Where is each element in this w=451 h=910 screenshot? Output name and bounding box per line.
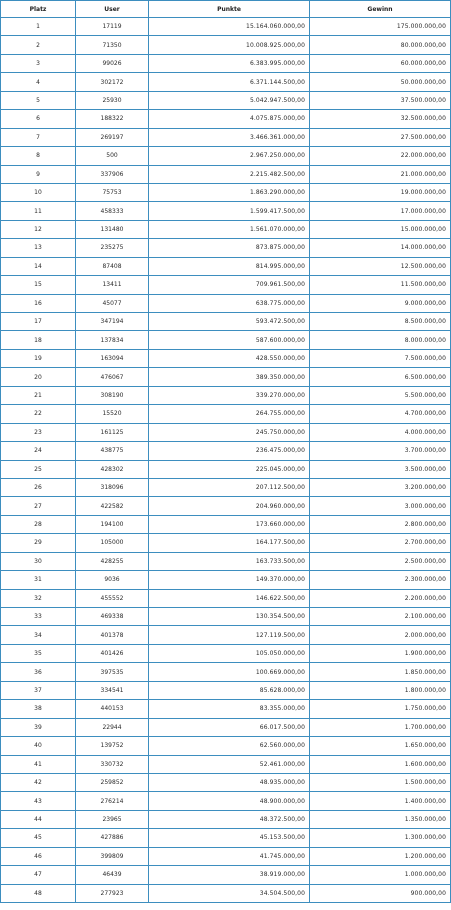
table-row bbox=[1, 220, 451, 238]
table-row bbox=[1, 589, 451, 607]
cell-user[interactable]: 500 bbox=[76, 147, 149, 165]
cell-platz: 18 bbox=[1, 331, 76, 349]
cell-gewinn: 1.200.000,00 bbox=[310, 847, 451, 865]
cell-gewinn: 1.600.000,00 bbox=[310, 755, 451, 773]
cell-punkte: 264.755.000,00 bbox=[149, 405, 310, 423]
cell-punkte: 41.745.000,00 bbox=[149, 847, 310, 865]
cell-gewinn: 7.500.000,00 bbox=[310, 349, 451, 367]
cell-gewinn: 4.700.000,00 bbox=[310, 405, 451, 423]
table-row bbox=[1, 294, 451, 312]
cell-punkte: 100.669.000,00 bbox=[149, 663, 310, 681]
cell-user[interactable]: 428255 bbox=[76, 552, 149, 570]
table-row bbox=[1, 423, 451, 441]
cell-gewinn: 3.500.000,00 bbox=[310, 460, 451, 478]
cell-platz: 12 bbox=[1, 220, 76, 238]
table-row bbox=[1, 737, 451, 755]
cell-platz: 2 bbox=[1, 36, 76, 54]
cell-gewinn: 21.000.000,00 bbox=[310, 165, 451, 183]
cell-user[interactable]: 105000 bbox=[76, 534, 149, 552]
cell-user[interactable]: 476067 bbox=[76, 368, 149, 386]
cell-gewinn: 900.000,00 bbox=[310, 884, 451, 902]
cell-gewinn: 8.500.000,00 bbox=[310, 313, 451, 331]
cell-user[interactable]: 194100 bbox=[76, 515, 149, 533]
table-row bbox=[1, 239, 451, 257]
cell-platz: 40 bbox=[1, 737, 76, 755]
cell-user[interactable]: 71350 bbox=[76, 36, 149, 54]
cell-punkte: 173.660.000,00 bbox=[149, 515, 310, 533]
cell-user[interactable]: 330732 bbox=[76, 755, 149, 773]
cell-platz: 36 bbox=[1, 663, 76, 681]
table-row bbox=[1, 54, 451, 72]
cell-punkte: 127.119.500,00 bbox=[149, 626, 310, 644]
cell-gewinn: 11.500.000,00 bbox=[310, 276, 451, 294]
cell-punkte: 10.008.925.000,00 bbox=[149, 36, 310, 54]
table-row bbox=[1, 276, 451, 294]
table-row bbox=[1, 128, 451, 146]
cell-user[interactable]: 188322 bbox=[76, 110, 149, 128]
cell-punkte: 62.560.000,00 bbox=[149, 737, 310, 755]
cell-platz: 15 bbox=[1, 276, 76, 294]
cell-user[interactable]: 99026 bbox=[76, 54, 149, 72]
table-row bbox=[1, 165, 451, 183]
cell-user[interactable]: 422582 bbox=[76, 497, 149, 515]
cell-user[interactable]: 277923 bbox=[76, 884, 149, 902]
table-row bbox=[1, 663, 451, 681]
cell-punkte: 1.561.070.000,00 bbox=[149, 220, 310, 238]
cell-user[interactable]: 337906 bbox=[76, 165, 149, 183]
cell-user[interactable]: 13411 bbox=[76, 276, 149, 294]
cell-user[interactable]: 17119 bbox=[76, 18, 149, 36]
cell-platz: 32 bbox=[1, 589, 76, 607]
column-header-platz[interactable]: Platz bbox=[1, 1, 76, 18]
cell-punkte: 593.472.500,00 bbox=[149, 313, 310, 331]
cell-gewinn: 4.000.000,00 bbox=[310, 423, 451, 441]
cell-punkte: 428.550.000,00 bbox=[149, 349, 310, 367]
table-row bbox=[1, 257, 451, 275]
cell-punkte: 638.775.000,00 bbox=[149, 294, 310, 312]
cell-platz: 29 bbox=[1, 534, 76, 552]
cell-gewinn: 17.000.000,00 bbox=[310, 202, 451, 220]
cell-gewinn: 1.500.000,00 bbox=[310, 773, 451, 791]
cell-gewinn: 2.800.000,00 bbox=[310, 515, 451, 533]
cell-user[interactable]: 397535 bbox=[76, 663, 149, 681]
cell-platz: 48 bbox=[1, 884, 76, 902]
table-row bbox=[1, 331, 451, 349]
cell-gewinn: 1.300.000,00 bbox=[310, 829, 451, 847]
cell-user[interactable]: 22944 bbox=[76, 718, 149, 736]
cell-platz: 28 bbox=[1, 515, 76, 533]
table-row bbox=[1, 829, 451, 847]
cell-platz: 37 bbox=[1, 681, 76, 699]
cell-user[interactable]: 46439 bbox=[76, 866, 149, 884]
cell-platz: 1 bbox=[1, 18, 76, 36]
table-row bbox=[1, 18, 451, 36]
cell-gewinn: 2.000.000,00 bbox=[310, 626, 451, 644]
table-row bbox=[1, 405, 451, 423]
cell-gewinn: 15.000.000,00 bbox=[310, 220, 451, 238]
column-header-punkte[interactable]: Punkte bbox=[149, 1, 310, 18]
cell-gewinn: 3.000.000,00 bbox=[310, 497, 451, 515]
table-row bbox=[1, 755, 451, 773]
cell-platz: 46 bbox=[1, 847, 76, 865]
cell-platz: 6 bbox=[1, 110, 76, 128]
cell-gewinn: 2.300.000,00 bbox=[310, 571, 451, 589]
cell-platz: 33 bbox=[1, 608, 76, 626]
cell-platz: 10 bbox=[1, 183, 76, 201]
cell-user[interactable]: 318096 bbox=[76, 478, 149, 496]
cell-gewinn: 1.400.000,00 bbox=[310, 792, 451, 810]
cell-punkte: 85.628.000,00 bbox=[149, 681, 310, 699]
cell-platz: 39 bbox=[1, 718, 76, 736]
cell-punkte: 3.466.361.000,00 bbox=[149, 128, 310, 146]
cell-punkte: 4.075.875.000,00 bbox=[149, 110, 310, 128]
cell-user[interactable]: 15520 bbox=[76, 405, 149, 423]
cell-user[interactable]: 9036 bbox=[76, 571, 149, 589]
cell-gewinn: 1.850.000,00 bbox=[310, 663, 451, 681]
table-row bbox=[1, 478, 451, 496]
table-row bbox=[1, 773, 451, 791]
cell-user[interactable]: 75753 bbox=[76, 183, 149, 201]
cell-punkte: 225.045.000,00 bbox=[149, 460, 310, 478]
cell-platz: 35 bbox=[1, 644, 76, 662]
cell-user[interactable]: 440153 bbox=[76, 700, 149, 718]
cell-user[interactable]: 455552 bbox=[76, 589, 149, 607]
cell-user[interactable]: 302172 bbox=[76, 73, 149, 91]
cell-user[interactable]: 308190 bbox=[76, 386, 149, 404]
cell-user[interactable]: 401378 bbox=[76, 626, 149, 644]
cell-user[interactable]: 276214 bbox=[76, 792, 149, 810]
cell-punkte: 339.270.000,00 bbox=[149, 386, 310, 404]
cell-punkte: 6.383.995.000,00 bbox=[149, 54, 310, 72]
cell-gewinn: 1.800.000,00 bbox=[310, 681, 451, 699]
cell-gewinn: 1.350.000,00 bbox=[310, 810, 451, 828]
cell-platz: 7 bbox=[1, 128, 76, 146]
table-row bbox=[1, 866, 451, 884]
cell-user[interactable]: 45077 bbox=[76, 294, 149, 312]
cell-platz: 38 bbox=[1, 700, 76, 718]
cell-gewinn: 1.650.000,00 bbox=[310, 737, 451, 755]
cell-user[interactable]: 427886 bbox=[76, 829, 149, 847]
cell-punkte: 15.164.060.000,00 bbox=[149, 18, 310, 36]
cell-gewinn: 22.000.000,00 bbox=[310, 147, 451, 165]
cell-punkte: 48.900.000,00 bbox=[149, 792, 310, 810]
cell-platz: 24 bbox=[1, 442, 76, 460]
cell-punkte: 149.370.000,00 bbox=[149, 571, 310, 589]
cell-platz: 17 bbox=[1, 313, 76, 331]
cell-user[interactable]: 25930 bbox=[76, 91, 149, 109]
cell-platz: 16 bbox=[1, 294, 76, 312]
cell-platz: 41 bbox=[1, 755, 76, 773]
table-row bbox=[1, 884, 451, 902]
cell-user[interactable]: 347194 bbox=[76, 313, 149, 331]
cell-punkte: 48.372.500,00 bbox=[149, 810, 310, 828]
table-row bbox=[1, 349, 451, 367]
table-row bbox=[1, 571, 451, 589]
cell-punkte: 2.967.250.000,00 bbox=[149, 147, 310, 165]
cell-user[interactable]: 334541 bbox=[76, 681, 149, 699]
cell-gewinn: 2.200.000,00 bbox=[310, 589, 451, 607]
cell-punkte: 34.504.500,00 bbox=[149, 884, 310, 902]
cell-platz: 9 bbox=[1, 165, 76, 183]
cell-punkte: 709.961.500,00 bbox=[149, 276, 310, 294]
cell-platz: 30 bbox=[1, 552, 76, 570]
table-row bbox=[1, 644, 451, 662]
table-row bbox=[1, 386, 451, 404]
table-row bbox=[1, 368, 451, 386]
cell-gewinn: 12.500.000,00 bbox=[310, 257, 451, 275]
table-row bbox=[1, 183, 451, 201]
table-row bbox=[1, 718, 451, 736]
cell-user[interactable]: 23965 bbox=[76, 810, 149, 828]
table-row bbox=[1, 552, 451, 570]
cell-punkte: 83.355.000,00 bbox=[149, 700, 310, 718]
cell-punkte: 873.875.000,00 bbox=[149, 239, 310, 257]
cell-punkte: 146.622.500,00 bbox=[149, 589, 310, 607]
cell-platz: 34 bbox=[1, 626, 76, 644]
cell-platz: 11 bbox=[1, 202, 76, 220]
column-header-gewinn[interactable]: Gewinn bbox=[310, 1, 451, 18]
table-row bbox=[1, 700, 451, 718]
cell-platz: 5 bbox=[1, 91, 76, 109]
cell-platz: 8 bbox=[1, 147, 76, 165]
cell-gewinn: 2.500.000,00 bbox=[310, 552, 451, 570]
cell-platz: 26 bbox=[1, 478, 76, 496]
cell-gewinn: 1.900.000,00 bbox=[310, 644, 451, 662]
cell-platz: 19 bbox=[1, 349, 76, 367]
cell-gewinn: 2.700.000,00 bbox=[310, 534, 451, 552]
cell-punkte: 48.935.000,00 bbox=[149, 773, 310, 791]
cell-punkte: 1.863.290.000,00 bbox=[149, 183, 310, 201]
cell-platz: 21 bbox=[1, 386, 76, 404]
cell-user[interactable]: 235275 bbox=[76, 239, 149, 257]
cell-platz: 47 bbox=[1, 866, 76, 884]
cell-user[interactable]: 428302 bbox=[76, 460, 149, 478]
cell-punkte: 236.475.000,00 bbox=[149, 442, 310, 460]
cell-platz: 22 bbox=[1, 405, 76, 423]
cell-punkte: 389.350.000,00 bbox=[149, 368, 310, 386]
table-row bbox=[1, 442, 451, 460]
table-row bbox=[1, 91, 451, 109]
cell-platz: 25 bbox=[1, 460, 76, 478]
cell-gewinn: 5.500.000,00 bbox=[310, 386, 451, 404]
cell-gewinn: 14.000.000,00 bbox=[310, 239, 451, 257]
cell-platz: 43 bbox=[1, 792, 76, 810]
cell-user[interactable]: 87408 bbox=[76, 257, 149, 275]
cell-punkte: 6.371.144.500,00 bbox=[149, 73, 310, 91]
table-row bbox=[1, 534, 451, 552]
cell-gewinn: 32.500.000,00 bbox=[310, 110, 451, 128]
cell-punkte: 130.354.500,00 bbox=[149, 608, 310, 626]
column-header-user[interactable]: User bbox=[76, 1, 149, 18]
cell-user[interactable]: 438775 bbox=[76, 442, 149, 460]
table-row bbox=[1, 847, 451, 865]
table-row bbox=[1, 515, 451, 533]
cell-punkte: 38.919.000,00 bbox=[149, 866, 310, 884]
cell-punkte: 207.112.500,00 bbox=[149, 478, 310, 496]
cell-platz: 13 bbox=[1, 239, 76, 257]
cell-gewinn: 19.000.000,00 bbox=[310, 183, 451, 201]
cell-punkte: 204.960.000,00 bbox=[149, 497, 310, 515]
cell-punkte: 105.050.000,00 bbox=[149, 644, 310, 662]
cell-platz: 23 bbox=[1, 423, 76, 441]
table-row bbox=[1, 110, 451, 128]
cell-user[interactable]: 401426 bbox=[76, 644, 149, 662]
table-row bbox=[1, 36, 451, 54]
cell-gewinn: 6.500.000,00 bbox=[310, 368, 451, 386]
ranking-table-body bbox=[1, 18, 451, 903]
cell-platz: 14 bbox=[1, 257, 76, 275]
cell-punkte: 163.733.500,00 bbox=[149, 552, 310, 570]
cell-gewinn: 60.000.000,00 bbox=[310, 54, 451, 72]
table-row bbox=[1, 73, 451, 91]
cell-user[interactable]: 259852 bbox=[76, 773, 149, 791]
cell-punkte: 2.215.482.500,00 bbox=[149, 165, 310, 183]
cell-gewinn: 27.500.000,00 bbox=[310, 128, 451, 146]
cell-user[interactable]: 269197 bbox=[76, 128, 149, 146]
cell-punkte: 164.177.500,00 bbox=[149, 534, 310, 552]
header-row bbox=[1, 1, 451, 18]
table-row bbox=[1, 792, 451, 810]
ranking-table-header bbox=[1, 1, 451, 18]
cell-platz: 4 bbox=[1, 73, 76, 91]
cell-punkte: 814.995.000,00 bbox=[149, 257, 310, 275]
table-row bbox=[1, 810, 451, 828]
cell-user[interactable]: 469338 bbox=[76, 608, 149, 626]
cell-gewinn: 9.000.000,00 bbox=[310, 294, 451, 312]
cell-platz: 45 bbox=[1, 829, 76, 847]
cell-gewinn: 80.000.000,00 bbox=[310, 36, 451, 54]
cell-user[interactable]: 131480 bbox=[76, 220, 149, 238]
cell-user[interactable]: 137834 bbox=[76, 331, 149, 349]
cell-gewinn: 3.700.000,00 bbox=[310, 442, 451, 460]
cell-punkte: 66.017.500,00 bbox=[149, 718, 310, 736]
table-row bbox=[1, 202, 451, 220]
cell-platz: 42 bbox=[1, 773, 76, 791]
cell-platz: 27 bbox=[1, 497, 76, 515]
cell-gewinn: 37.500.000,00 bbox=[310, 91, 451, 109]
cell-gewinn: 8.000.000,00 bbox=[310, 331, 451, 349]
cell-user[interactable]: 399809 bbox=[76, 847, 149, 865]
table-row bbox=[1, 608, 451, 626]
cell-gewinn: 50.000.000,00 bbox=[310, 73, 451, 91]
table-row bbox=[1, 681, 451, 699]
cell-gewinn: 2.100.000,00 bbox=[310, 608, 451, 626]
cell-user[interactable]: 139752 bbox=[76, 737, 149, 755]
cell-gewinn: 3.200.000,00 bbox=[310, 478, 451, 496]
cell-gewinn: 175.000.000,00 bbox=[310, 18, 451, 36]
table-row bbox=[1, 460, 451, 478]
table-row bbox=[1, 497, 451, 515]
cell-platz: 31 bbox=[1, 571, 76, 589]
cell-gewinn: 1.700.000,00 bbox=[310, 718, 451, 736]
cell-punkte: 587.600.000,00 bbox=[149, 331, 310, 349]
cell-gewinn: 1.750.000,00 bbox=[310, 700, 451, 718]
cell-platz: 3 bbox=[1, 54, 76, 72]
cell-platz: 44 bbox=[1, 810, 76, 828]
cell-platz: 20 bbox=[1, 368, 76, 386]
cell-user[interactable]: 458333 bbox=[76, 202, 149, 220]
cell-punkte: 52.461.000,00 bbox=[149, 755, 310, 773]
cell-user[interactable]: 161125 bbox=[76, 423, 149, 441]
table-row bbox=[1, 313, 451, 331]
cell-punkte: 245.750.000,00 bbox=[149, 423, 310, 441]
table-row bbox=[1, 626, 451, 644]
cell-punkte: 45.153.500,00 bbox=[149, 829, 310, 847]
cell-punkte: 5.042.947.500,00 bbox=[149, 91, 310, 109]
table-row bbox=[1, 147, 451, 165]
cell-punkte: 1.599.417.500,00 bbox=[149, 202, 310, 220]
cell-gewinn: 1.000.000,00 bbox=[310, 866, 451, 884]
cell-user[interactable]: 163094 bbox=[76, 349, 149, 367]
